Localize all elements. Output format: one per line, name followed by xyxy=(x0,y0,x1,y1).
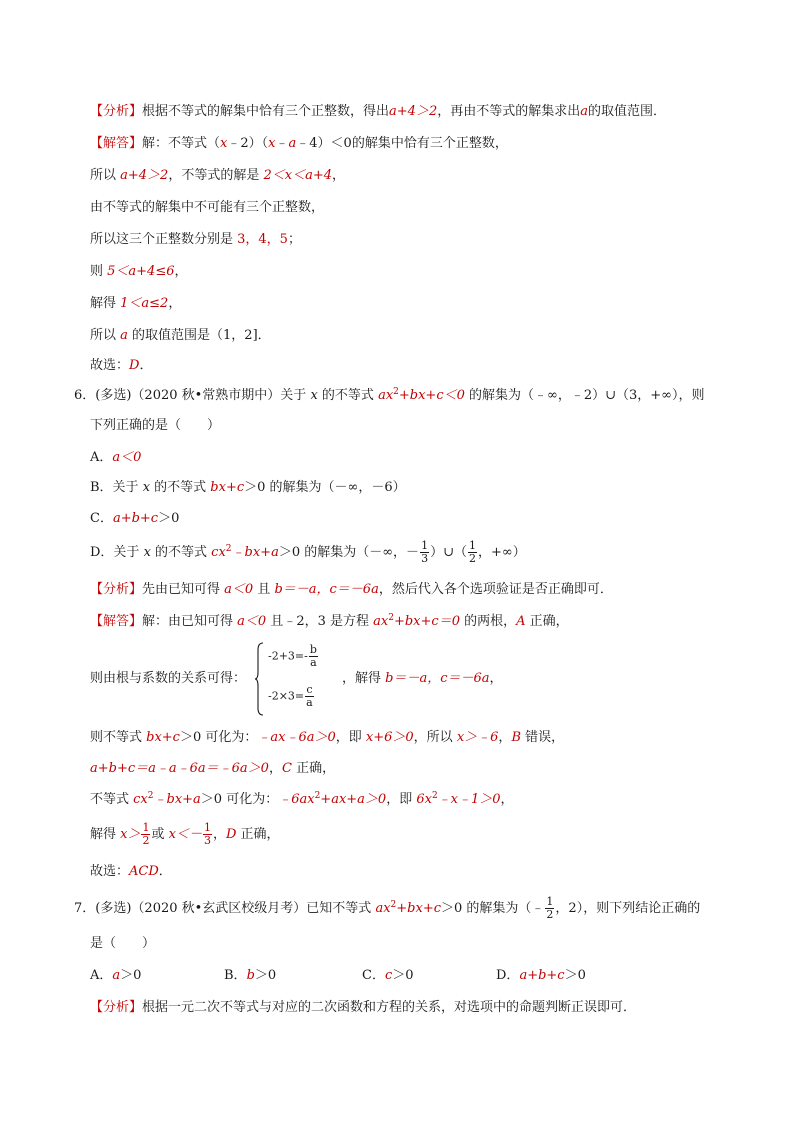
text: -2×3= xyxy=(268,689,305,703)
option-label: C． xyxy=(362,968,385,983)
text: 的不等式 xyxy=(150,545,212,560)
option-label: B．关于 xyxy=(90,480,143,495)
text: ＞0 xyxy=(254,968,277,983)
text: ﹣2）（ xyxy=(227,136,269,151)
math: 1＜a≤2 xyxy=(120,296,169,311)
text: -2+3=- xyxy=(268,649,308,663)
text: 解得 xyxy=(90,827,121,842)
math: x＞﹣6 xyxy=(456,730,499,745)
text: 由不等式的解集中不可能有三个正整数， xyxy=(90,200,325,215)
text: ＞0 的解集为（－∞，－6） xyxy=(244,480,406,495)
text: 所以这三个正整数分别是 xyxy=(90,232,238,247)
numerator: 1 xyxy=(142,821,150,834)
fraction xyxy=(420,540,429,565)
math: a xyxy=(120,328,128,343)
answer: ACD xyxy=(129,864,159,879)
math: a xyxy=(112,968,121,983)
text: ）∪（ xyxy=(430,545,467,560)
text: ﹣4）＜0的解集中恰有三个正整数， xyxy=(296,136,508,151)
text: ， xyxy=(168,296,182,311)
text: ， xyxy=(268,761,282,776)
math: bx+c xyxy=(146,730,180,745)
text: ，然后代入各个选项验证是否正确即可． xyxy=(378,582,613,597)
option-label: A． xyxy=(90,968,113,983)
superscript: 2 xyxy=(225,544,232,554)
text: ， xyxy=(174,264,188,279)
text: 的两根， xyxy=(459,614,517,629)
question-6-stem xyxy=(74,386,705,406)
denominator: 2 xyxy=(546,908,554,921)
denominator: a xyxy=(306,696,313,709)
question-6-stem-cont xyxy=(90,416,220,436)
superscript: 2 xyxy=(431,791,438,801)
math: a xyxy=(580,104,588,119)
option-c xyxy=(362,966,414,986)
math: cx xyxy=(133,792,148,807)
equation-1 xyxy=(268,644,319,669)
math: B xyxy=(511,730,521,745)
solution-line xyxy=(90,612,569,632)
question-7-stem xyxy=(74,896,700,921)
math: x xyxy=(310,388,318,403)
option-d xyxy=(496,966,586,986)
math: c xyxy=(384,968,393,983)
text: 的取值范围是（1，2]． xyxy=(127,328,271,343)
math: a＜0 xyxy=(224,582,254,597)
answer-line xyxy=(90,862,172,882)
option-label: B． xyxy=(224,968,247,983)
answer: D xyxy=(129,358,140,373)
text: 解得 xyxy=(90,296,121,311)
solution-line xyxy=(90,198,324,218)
text: ； xyxy=(287,232,301,247)
math: x＞ xyxy=(120,827,141,842)
text: ＞0 xyxy=(158,511,180,526)
solution-line xyxy=(90,728,564,748)
math: a+4＞2 xyxy=(389,104,438,119)
text: ＞0 可化为： xyxy=(200,792,279,807)
text: ，解得 xyxy=(342,671,386,686)
fraction xyxy=(305,684,314,709)
math: bx+c xyxy=(210,480,245,495)
numerator: c xyxy=(306,683,313,696)
denominator: 3 xyxy=(203,834,211,847)
math: b＝－a，c＝－6a xyxy=(274,582,379,597)
text: ． xyxy=(139,358,153,373)
math: b xyxy=(246,968,255,983)
solution-tag: 【解答】 xyxy=(90,136,143,151)
equation-2 xyxy=(268,684,315,709)
math: cx xyxy=(211,545,226,560)
text: 不等式 xyxy=(90,792,134,807)
text: ， xyxy=(489,671,503,686)
math: ﹣x﹣1＞0 xyxy=(437,792,501,807)
numerator: 1 xyxy=(546,895,554,908)
math: ax xyxy=(375,901,391,916)
text: ，+∞） xyxy=(477,545,526,560)
text: ，不等式的解是 xyxy=(168,168,264,183)
math: ﹣6ax xyxy=(278,792,315,807)
text: 根据一元二次不等式与对应的二次函数和方程的关系，对选项中的命题判断正误即可． xyxy=(142,1000,637,1015)
math: ﹣ax﹣6a＞0 xyxy=(257,730,336,745)
text: ， xyxy=(212,827,226,842)
solution-line xyxy=(90,134,508,154)
option-a xyxy=(90,448,141,468)
text: 先由已知可得 xyxy=(142,582,225,597)
text: 正确， xyxy=(525,614,569,629)
analysis-line xyxy=(90,102,666,122)
text: ﹣ xyxy=(275,136,289,151)
solution-tag: 【解答】 xyxy=(90,614,143,629)
text: (多选)（2020 秋•玄武区校级月考）已知不等式 xyxy=(95,901,376,916)
text: 正确， xyxy=(236,827,280,842)
math: +bx+c＜0 xyxy=(398,388,465,403)
text: ，即 xyxy=(335,730,366,745)
text: 解：由已知可得 xyxy=(142,614,238,629)
math: a＜0 xyxy=(112,450,142,465)
math: ax xyxy=(373,614,389,629)
text: 且 xyxy=(253,582,275,597)
solution-line xyxy=(90,166,345,186)
brace-icon xyxy=(254,642,264,716)
solution-line xyxy=(90,230,301,250)
fraction xyxy=(141,822,150,847)
option-label: D． xyxy=(496,968,520,983)
text: 解：不等式（ xyxy=(142,136,221,151)
denominator: 2 xyxy=(468,552,476,565)
text: 故选： xyxy=(90,864,130,879)
numerator: 1 xyxy=(203,821,211,834)
math: +bx+c xyxy=(396,901,442,916)
superscript: 2 xyxy=(314,791,321,801)
math: a+b+c＝a﹣a﹣6a＝﹣6a＞0 xyxy=(90,761,269,776)
text: 的不等式 xyxy=(317,388,379,403)
denominator: 2 xyxy=(142,834,150,847)
text: ， xyxy=(500,792,514,807)
text: 的取值范围． xyxy=(588,104,667,119)
math: a+b+c xyxy=(112,511,159,526)
denominator: 3 xyxy=(421,552,429,565)
text: ， xyxy=(498,730,512,745)
math: a+b+c xyxy=(519,968,565,983)
fraction xyxy=(545,896,554,921)
text: ＞0 xyxy=(392,968,414,983)
answer-line xyxy=(90,356,152,376)
text: ＞0 可化为： xyxy=(179,730,258,745)
text: ＞0 的解集为（－∞，－ xyxy=(278,545,420,560)
option-b xyxy=(90,478,406,498)
superscript: 2 xyxy=(147,791,154,801)
solution-line xyxy=(90,822,280,847)
option-label: C． xyxy=(90,511,113,526)
fraction xyxy=(468,540,477,565)
math: x xyxy=(220,136,228,151)
solution-line xyxy=(90,262,188,282)
text: 且﹣2，3 是方程 xyxy=(266,614,374,629)
math: ﹣bx+a xyxy=(231,545,279,560)
text: ． xyxy=(158,864,172,879)
math: x＜－ xyxy=(168,827,202,842)
text: ＞0 的解集为（﹣ xyxy=(441,901,545,916)
analysis-line xyxy=(90,998,636,1018)
option-b xyxy=(224,966,276,986)
text: 的不等式 xyxy=(150,480,211,495)
text: ，即 xyxy=(386,792,417,807)
superscript: 2 xyxy=(388,613,394,623)
fraction xyxy=(309,644,318,669)
math: x xyxy=(142,480,151,495)
math: C xyxy=(281,761,292,776)
text: 根据不等式的解集中恰有三个正整数，得出 xyxy=(142,104,390,119)
question-7-stem-cont xyxy=(90,934,155,954)
superscript: 2 xyxy=(393,387,399,397)
text: 的解集为（﹣∞，﹣2）∪（3，+∞），则 xyxy=(464,388,705,403)
text: 则由根与系数的关系可得： xyxy=(90,671,247,686)
text: 则不等式 xyxy=(90,730,147,745)
text: 或 xyxy=(151,827,169,842)
solution-line xyxy=(90,759,335,779)
text: ，所以 xyxy=(413,730,457,745)
math: x xyxy=(143,545,151,560)
option-d xyxy=(90,540,526,565)
math: A xyxy=(516,614,526,629)
analysis-tag: 【分析】 xyxy=(90,1000,143,1015)
math: 2＜x＜a+4 xyxy=(263,168,332,183)
math: 6x xyxy=(416,792,432,807)
math: a+4＞2 xyxy=(120,168,169,183)
analysis-tag: 【分析】 xyxy=(90,582,143,597)
math: b＝－a，c＝－6a xyxy=(385,671,490,686)
text: 下列正确的是（ ） xyxy=(90,418,221,433)
text: ，2），则下列结论正确的 xyxy=(555,901,701,916)
text: ＞0 xyxy=(564,968,586,983)
analysis-tag: 【分析】 xyxy=(90,104,143,119)
text: 所以 xyxy=(90,328,121,343)
option-a xyxy=(90,966,141,986)
fraction xyxy=(203,822,212,847)
text: ， xyxy=(332,168,346,183)
system-result xyxy=(342,669,503,689)
solution-line xyxy=(90,294,181,314)
question-number: 6． xyxy=(74,388,96,403)
math: a xyxy=(288,136,297,151)
text: (多选)（2020 秋•常熟市期中）关于 xyxy=(95,388,311,403)
option-label: D．关于 xyxy=(90,545,144,560)
math: x+6＞0 xyxy=(365,730,414,745)
numerator: 1 xyxy=(468,539,476,552)
math: 5＜a+4≤6 xyxy=(107,264,175,279)
math: ax xyxy=(378,388,394,403)
math: +bx+c＝0 xyxy=(393,614,460,629)
numerator: b xyxy=(309,643,317,656)
text: 故选： xyxy=(90,358,130,373)
text: 是（ ） xyxy=(90,936,156,951)
solution-line xyxy=(90,790,514,810)
text: 正确， xyxy=(291,761,336,776)
math: +ax+a＞0 xyxy=(320,792,387,807)
denominator: a xyxy=(310,656,317,669)
solution-line xyxy=(90,326,271,346)
superscript: 2 xyxy=(390,900,397,910)
text: 则 xyxy=(90,264,108,279)
option-c xyxy=(90,509,179,529)
analysis-line xyxy=(90,580,613,600)
option-label: A． xyxy=(90,450,113,465)
text: 错误， xyxy=(521,730,565,745)
numerator: 1 xyxy=(421,539,429,552)
text: ＞0 xyxy=(120,968,142,983)
math: a＜0 xyxy=(237,614,267,629)
math: 3，4，5 xyxy=(237,232,288,247)
text: 所以 xyxy=(90,168,121,183)
math: ﹣bx+a xyxy=(153,792,201,807)
math: x xyxy=(268,136,276,151)
math: D xyxy=(225,827,237,842)
text: ，再由不等式的解集求出 xyxy=(437,104,581,119)
question-number: 7． xyxy=(74,901,96,916)
